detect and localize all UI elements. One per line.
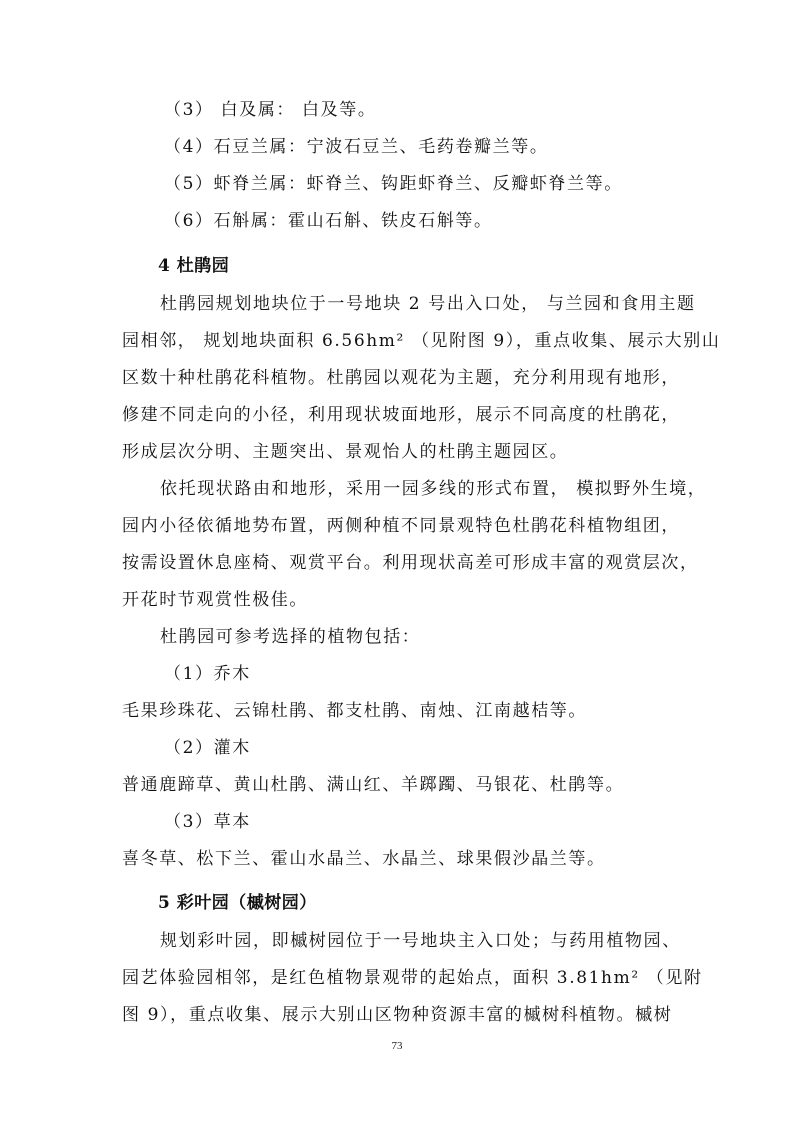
section-heading-rhododendron-garden: 4 杜鹃园 <box>158 256 230 276</box>
paragraph-line: 园相邻， 规划地块面积 6.56hm² （见附图 9），重点收集、展示大别山 <box>122 331 721 351</box>
page-number: 73 <box>391 1040 403 1052</box>
paragraph-line: 园内小径依循地势布置，两侧种植不同景观特色杜鹃花科植物组团， <box>122 516 680 536</box>
category-list-herbs: 喜冬草、松下兰、霍山水晶兰、水晶兰、球果假沙晶兰等。 <box>122 849 606 869</box>
category-heading-shrubs: （2）灌木 <box>164 738 251 758</box>
genus-item-calanthe: （5）虾脊兰属：虾脊兰、钩距虾脊兰、反瓣虾脊兰等。 <box>164 174 623 194</box>
paragraph-line: 按需设置休息座椅、观赏平台。利用现状高差可形成丰富的观赏层次， <box>122 553 699 573</box>
genus-item-bulbophyllum: （4）石豆兰属：宁波石豆兰、毛药卷瓣兰等。 <box>164 137 549 157</box>
section-heading-color-leaf-garden: 5 彩叶园（槭树园） <box>158 893 317 913</box>
paragraph-line: 修建不同走向的小径，利用现状坡面地形，展示不同高度的杜鹃花， <box>122 405 680 425</box>
paragraph-line: 图 9），重点收集、展示大别山区物种资源丰富的槭树科植物。槭树 <box>122 1005 673 1025</box>
paragraph-line: 形成层次分明、主题突出、景观怡人的杜鹃主题园区。 <box>122 442 569 462</box>
paragraph-line: 区数十种杜鹃花科植物。杜鹃园以观花为主题，充分利用现有地形， <box>122 368 680 388</box>
category-list-trees: 毛果珍珠花、云锦杜鹃、都支杜鹃、南烛、江南越桔等。 <box>122 701 587 721</box>
paragraph-line: 园艺体验园相邻，是红色植物景观带的起始点，面积 3.81hm² （见附 <box>122 968 703 988</box>
category-heading-herbs: （3）草本 <box>164 812 251 832</box>
paragraph-line: 杜鹃园规划地块位于一号地块 2 号出入口处， 与兰园和食用主题 <box>160 294 696 314</box>
paragraph-line: 依托现状路由和地形，采用一园多线的形式布置， 模拟野外生境， <box>160 479 707 499</box>
paragraph-line: 杜鹃园可参考选择的植物包括： <box>160 627 421 647</box>
paragraph-line: 规划彩叶园，即槭树园位于一号地块主入口处；与药用植物园、 <box>160 931 681 951</box>
genus-item-dendrobium: （6）石斛属：霍山石斛、铁皮石斛等。 <box>164 211 493 231</box>
category-list-shrubs: 普通鹿蹄草、黄山杜鹃、满山红、羊踯躅、马银花、杜鹃等。 <box>122 775 625 795</box>
paragraph-line: 开花时节观赏性极佳。 <box>122 590 308 610</box>
category-heading-trees: （1）乔木 <box>164 664 251 684</box>
genus-item-bletilla: （3） 白及属： 白及等。 <box>164 100 377 120</box>
